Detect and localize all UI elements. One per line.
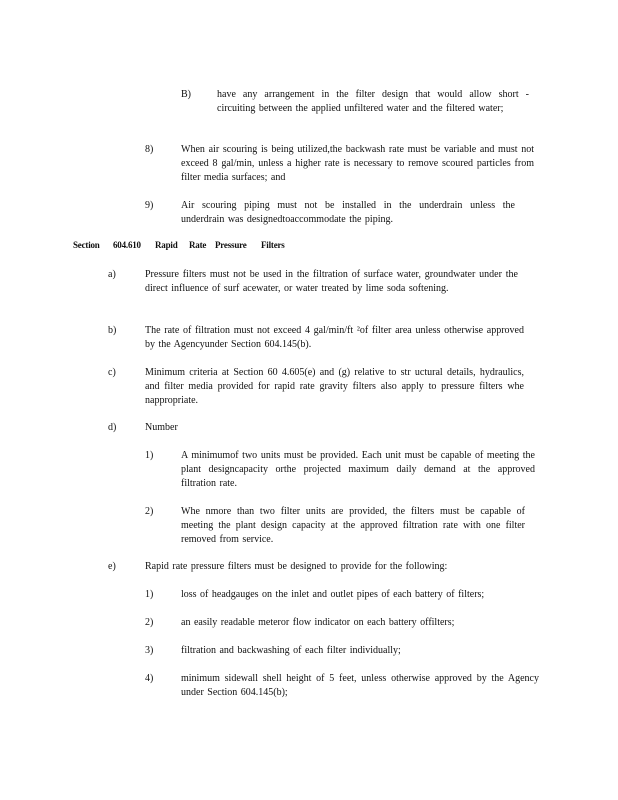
item-label: 2)	[145, 617, 154, 628]
list-item-e	[108, 560, 508, 574]
item-label: 9)	[145, 200, 154, 211]
item-label: 1)	[145, 589, 154, 600]
section-title-word: Rate	[189, 240, 207, 250]
item-label: B)	[181, 89, 191, 100]
design-item-4	[145, 672, 539, 700]
item-label: 1)	[145, 450, 154, 461]
item-label: d)	[108, 422, 117, 433]
list-item-d	[108, 421, 308, 435]
item-text: Air scouring piping must not be installed in the underdrain unless the underdrain was designedtoaccommodate the piping.	[181, 200, 515, 225]
section-title-word: Pressure	[215, 240, 247, 250]
section-number: 604.610	[113, 240, 141, 250]
list-item-9	[145, 199, 515, 227]
list-item-8	[145, 143, 534, 185]
item-label: b)	[108, 325, 117, 336]
item-text: Whe nmore than two filter units are provided, the filters must be capable of meeting the plant design capacity at the approved filtration rate with one filter removed from service.	[181, 506, 525, 545]
number-item-1	[145, 449, 535, 491]
item-text: Rapid rate pressure filters must be designed to provide for the following:	[145, 561, 448, 572]
item-text: A minimumof two units must be provided. Each unit must be capable of meeting the plant designcapacity orthe projected maximum daily demand at the approved filtration rate.	[181, 450, 535, 489]
item-label: 4)	[145, 673, 154, 684]
number-item-2	[145, 505, 525, 547]
design-item-2	[145, 616, 535, 630]
section-word: Section	[73, 240, 100, 250]
item-text: The rate of filtration must not exceed 4 gal/min/ft ²of filter area unless otherwise approved by the Agencyunder Section 604.145(b).	[145, 325, 524, 350]
item-text: Minimum criteria at Section 60 4.605(e) and (g) relative to str uctural details, hydraulics, and filter media provided for rapid rate gravity filters also apply to pressure filters whe nappropriate.	[145, 367, 524, 406]
design-item-3	[145, 644, 535, 658]
item-label: 8)	[145, 144, 154, 155]
item-text: filtration and backwashing of each filter individually;	[181, 645, 401, 656]
section-heading	[73, 240, 285, 250]
item-label: 2)	[145, 506, 154, 517]
item-text: have any arrangement in the filter design that would allow short - circuiting between the applied unfiltered water and the filtered water;	[217, 89, 529, 114]
item-text: loss of headgauges on the inlet and outlet pipes of each battery of filters;	[181, 589, 485, 600]
item-label: e)	[108, 561, 116, 572]
section-title-word: Filters	[261, 240, 285, 250]
section-title-word: Rapid	[155, 240, 178, 250]
item-text: When air scouring is being utilized,the backwash rate must be variable and must not exceed 8 gal/min, unless a higher rate is necessary to remove scoured particles from filter media surfaces; and	[181, 144, 534, 183]
list-item-c	[108, 366, 524, 408]
item-text: Number	[145, 422, 178, 433]
design-item-1	[145, 588, 535, 602]
item-label: c)	[108, 367, 116, 378]
item-label: a)	[108, 269, 116, 280]
list-item-b	[181, 88, 529, 116]
item-text: Pressure filters must not be used in the filtration of surface water, groundwater under the direct influence of surf acewater, or water treated by lime soda softening.	[145, 269, 518, 294]
list-item-a	[108, 268, 518, 296]
item-text: an easily readable meteror flow indicator on each battery offilters;	[181, 617, 455, 628]
list-item-b2	[108, 324, 524, 352]
item-text: minimum sidewall shell height of 5 feet, unless otherwise approved by the Agency under Section 604.145(b);	[181, 673, 539, 698]
item-label: 3)	[145, 645, 154, 656]
